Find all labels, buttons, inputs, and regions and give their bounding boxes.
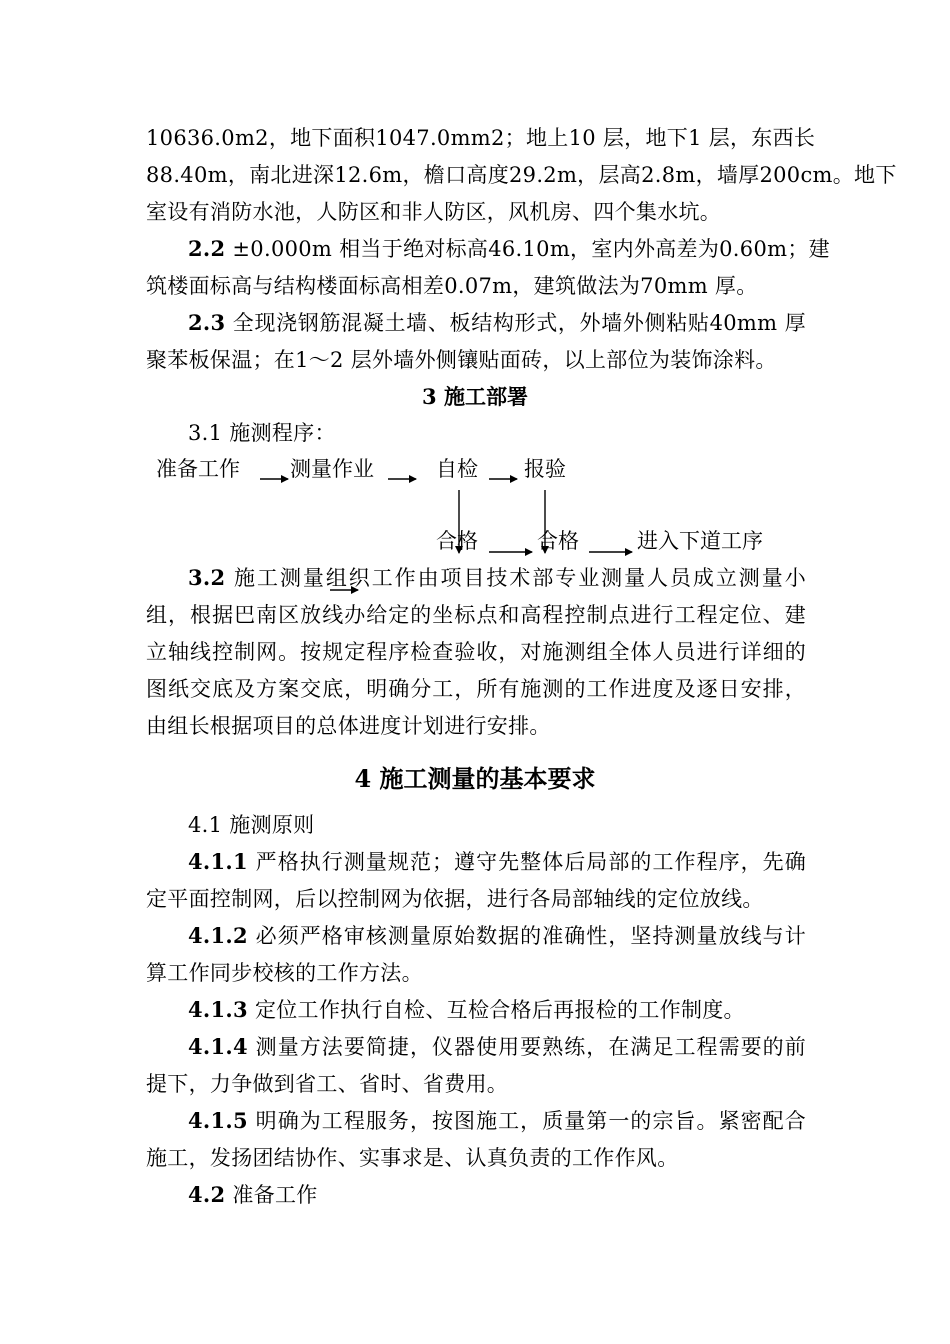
section-text: 定位工作执行自检、互检合格后再报检的工作制度。 — [247, 998, 745, 1022]
section-text: 施工测量组织工作由项目技术部专业测量人员成立测量小 — [225, 566, 806, 590]
section-number: 4.1.2 — [188, 923, 248, 948]
flow-step-measure: 测量作业 — [290, 457, 374, 481]
intro-line-1: 10636.0m2，地下面积1047.0mm2；地上10 层，地下1 层，东西长 — [146, 126, 816, 150]
section-4-1-5-line-1 — [188, 1108, 806, 1134]
section-4-1-3-line-1 — [188, 997, 806, 1023]
section-number: 3.2 — [188, 565, 226, 590]
section-4-heading: 4 施工测量的基本要求 — [354, 764, 596, 793]
section-3-2-line-1 — [188, 565, 806, 591]
section-4-1-label: 4.1 施测原则 — [188, 813, 315, 837]
section-text: 必须严格审核测量原始数据的准确性，坚持测量放线与计 — [247, 924, 806, 948]
section-number: 4.1.3 — [188, 997, 248, 1022]
flow-pass-1: 合格 — [436, 529, 478, 553]
section-text: 明确为工程服务，按图施工，质量第一的宗旨。紧密配合 — [247, 1109, 806, 1133]
section-4-1-4-line-1 — [188, 1034, 806, 1060]
section-3-2-line-3: 立轴线控制网。按规定程序检查验收，对施测组全体人员进行详细的 — [146, 640, 806, 664]
section-4-1-1-line-1 — [188, 849, 806, 875]
section-number: 4.1.5 — [188, 1108, 248, 1133]
section-text: 测量方法要简捷，仪器使用要熟练，在满足工程需要的前 — [247, 1035, 806, 1059]
section-number: 2.3 — [188, 310, 226, 335]
section-text: 准备工作 — [225, 1183, 318, 1207]
section-text: 严格执行测量规范；遵守先整体后局部的工作程序，先确 — [247, 850, 806, 874]
flow-step-report: 报验 — [524, 457, 566, 481]
section-number: 4.2 — [188, 1182, 226, 1207]
section-3-1-label: 3.1 施测程序： — [188, 421, 336, 445]
section-text: ±0.000m 相当于绝对标高46.10m，室内外高差为0.60m；建 — [225, 237, 830, 261]
section-4-1-4-line-2: 提下，力争做到省工、省时、省费用。 — [146, 1072, 509, 1096]
section-3-2-line-5: 由组长根据项目的总体进度计划进行安排。 — [146, 714, 551, 738]
section-number: 4.1.1 — [188, 849, 248, 874]
intro-line-2: 88.40m，南北进深12.6m，檐口高度29.2m，层高2.8m，墙厚200cm。地下 — [146, 163, 897, 187]
intro-line-3: 室设有消防水池，人防区和非人防区，风机房、四个集水坑。 — [146, 200, 722, 224]
section-3-2-line-4: 图纸交底及方案交底，明确分工，所有施测的工作进度及逐日安排， — [146, 677, 806, 701]
section-number: 2.2 — [188, 236, 226, 261]
section-4-1-2-line-2: 算工作同步校核的工作方法。 — [146, 961, 423, 985]
section-2-2-line-2: 筑楼面标高与结构楼面标高相差0.07m，建筑做法为70mm 厚。 — [146, 274, 758, 298]
flow-step-prepare: 准备工作 — [156, 457, 240, 481]
section-3-2-line-2: 组，根据巴南区放线办给定的坐标点和高程控制点进行工程定位、建 — [146, 603, 806, 627]
flow-arrows — [0, 0, 950, 620]
section-4-1-5-line-2: 施工，发扬团结协作、实事求是、认真负责的工作作风。 — [146, 1146, 679, 1170]
section-2-3-line-2: 聚苯板保温；在1～2 层外墙外侧镶贴面砖，以上部位为装饰涂料。 — [146, 348, 777, 372]
flow-next-process: 进入下道工序 — [637, 529, 763, 553]
flow-step-selfcheck: 自检 — [436, 457, 478, 481]
flow-pass-2: 合格 — [537, 529, 579, 553]
section-4-1-2-line-1 — [188, 923, 806, 949]
section-3-heading: 3 施工部署 — [422, 384, 528, 409]
section-text: 全现浇钢筋混凝土墙、板结构形式，外墙外侧粘贴40mm 厚 — [225, 311, 806, 335]
section-4-2-label — [188, 1182, 806, 1208]
section-number: 4.1.4 — [188, 1034, 248, 1059]
section-4-1-1-line-2: 定平面控制网，后以控制网为依据，进行各局部轴线的定位放线。 — [146, 887, 764, 911]
